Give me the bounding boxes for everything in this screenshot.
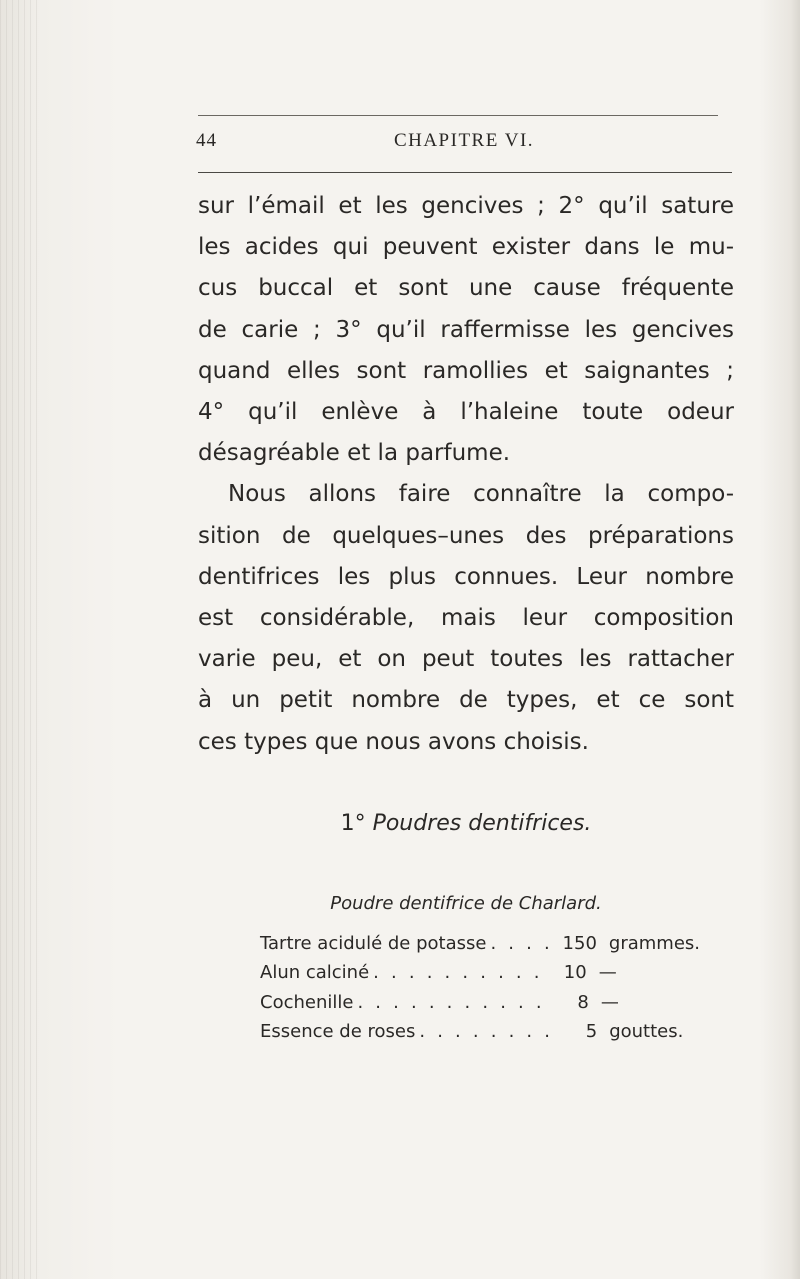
text-line: 4° qu’il enlève à l’haleine toute odeur [198,399,734,426]
section-heading [198,811,734,836]
text-line: quand elles sont ramollies et saignantes ; [198,357,734,384]
text-line: varie peu, et on peut toutes les rattacher [198,646,734,673]
leader-dots: . . . . . . . . . . [373,962,543,984]
text-line: à un petit nombre de types, et ce sont [198,687,734,714]
text-line: sur l’émail et les gencives ; 2° qu’il sature [198,193,734,219]
recipe-title: Poudre dentifrice de Charlard. [330,893,602,914]
ingredient-row [260,929,720,958]
text-line: désagréable et la parfume. [198,440,511,467]
section-title: Poudres dentifrices. [372,811,592,836]
ingredient-unit: — [600,991,619,1013]
ingredient-unit: grammes. [608,933,701,954]
top-rule [198,115,718,116]
leader-dots: . . . . [490,933,553,954]
leader-dots: . . . . . . . . . . . [357,991,545,1013]
header-rule [198,172,732,173]
page-binding-edge [0,0,42,1279]
ingredient-row [260,1017,720,1046]
ingredient-list [260,929,720,1046]
ingredient-quantity: 150 [562,933,597,954]
ingredient-name: Cochenille [260,991,354,1013]
ingredient-quantity: 10 [563,962,587,984]
ingredient-row [260,988,720,1017]
text-line: est considérable, mais leur composition [198,605,734,632]
text-line: de carie ; 3° qu’il raffermisse les gencives [198,316,734,343]
ingredient-row [260,958,720,987]
chapter-title: CHAPITRE VI. [393,130,535,151]
page-number: 44 [196,130,217,151]
leader-dots: . . . . . . . . [419,1020,554,1042]
running-header [196,130,732,166]
text-line: cus buccal et sont une cause fréquente [198,275,734,302]
text-line: Nous allons faire connaître la compo- [228,481,734,508]
section-number: 1° [340,811,366,836]
body-text [198,186,734,763]
ingredient-unit: gouttes. [609,1020,684,1042]
text-line: sition de quelques–unes des préparations [198,522,734,549]
text-line: ces types que nous avons choisis. [198,728,589,755]
ingredient-quantity: 8 [577,991,589,1013]
ingredient-name: Tartre acidulé de potasse [260,933,487,954]
ingredient-quantity: 5 [585,1020,598,1042]
ingredient-unit: — [598,962,617,984]
text-line: les acides qui peuvent exister dans le mu- [198,234,734,261]
ingredient-name: Alun calciné [260,962,370,984]
text-line: dentifrices les plus connues. Leur nombre [198,563,734,590]
ingredient-name: Essence de roses [260,1020,416,1042]
